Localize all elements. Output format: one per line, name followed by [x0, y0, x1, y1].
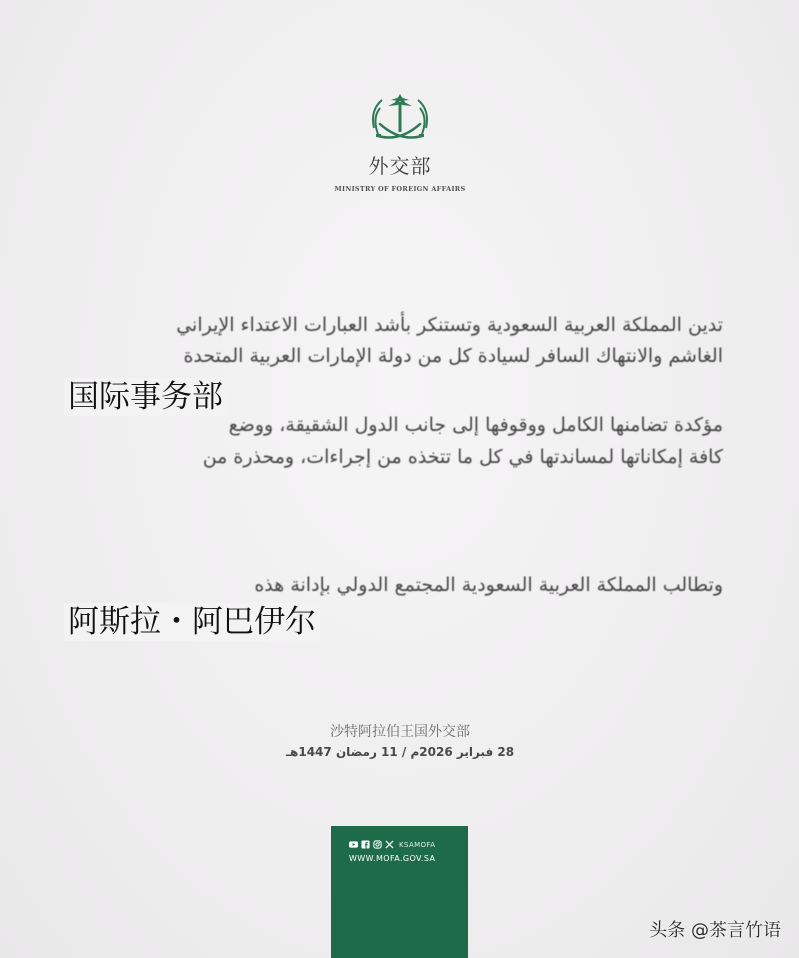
website-link[interactable]: WWW.MOFA.GOV.SA [349, 854, 436, 863]
statement-line-1: تدين المملكة العربية السعودية وتستنكر بأشد العبارات الاعتداء الإيراني [176, 314, 723, 336]
ministry-name-chinese: 外交部 [368, 154, 432, 178]
overlay-label-department: 国际事务部 [64, 378, 227, 416]
facebook-icon[interactable] [361, 840, 370, 849]
statement-line-4: كافة إمكاناتها لمساندتها في كل ما تتخذه من إجراءات، ومحذرة من [202, 446, 723, 468]
statement-line-2: الغاشم والانتهاك السافر لسيادة كل من دولة الإمارات العربية المتحدة [183, 345, 723, 367]
x-icon[interactable] [385, 840, 394, 849]
signature-date: 28 فبراير 2026م / 11 رمضان 1447هـ [285, 745, 515, 759]
social-handle[interactable]: KSAMOFA [399, 840, 436, 849]
saudi-emblem-logo [364, 88, 436, 156]
statement-line-5: وتطالب المملكة العربية السعودية المجتمع الدولي بإدانة هذه [254, 574, 723, 596]
signature-ministry-name: 沙特阿拉伯王国外交部 [330, 724, 470, 740]
contact-box [331, 826, 468, 958]
social-links-row [349, 840, 435, 849]
youtube-icon[interactable] [349, 840, 358, 849]
instagram-icon[interactable] [373, 840, 382, 849]
statement-line-3: مؤكدة تضامنها الكامل ووقوفها إلى جانب الدول الشقيقة، ووضع [228, 414, 723, 436]
watermark: 头条 @茶言竹语 [649, 920, 781, 941]
ministry-name-english: MINISTRY OF FOREIGN AFFAIRS [334, 185, 466, 193]
overlay-label-name: 阿斯拉・阿巴伊尔 [64, 603, 320, 641]
